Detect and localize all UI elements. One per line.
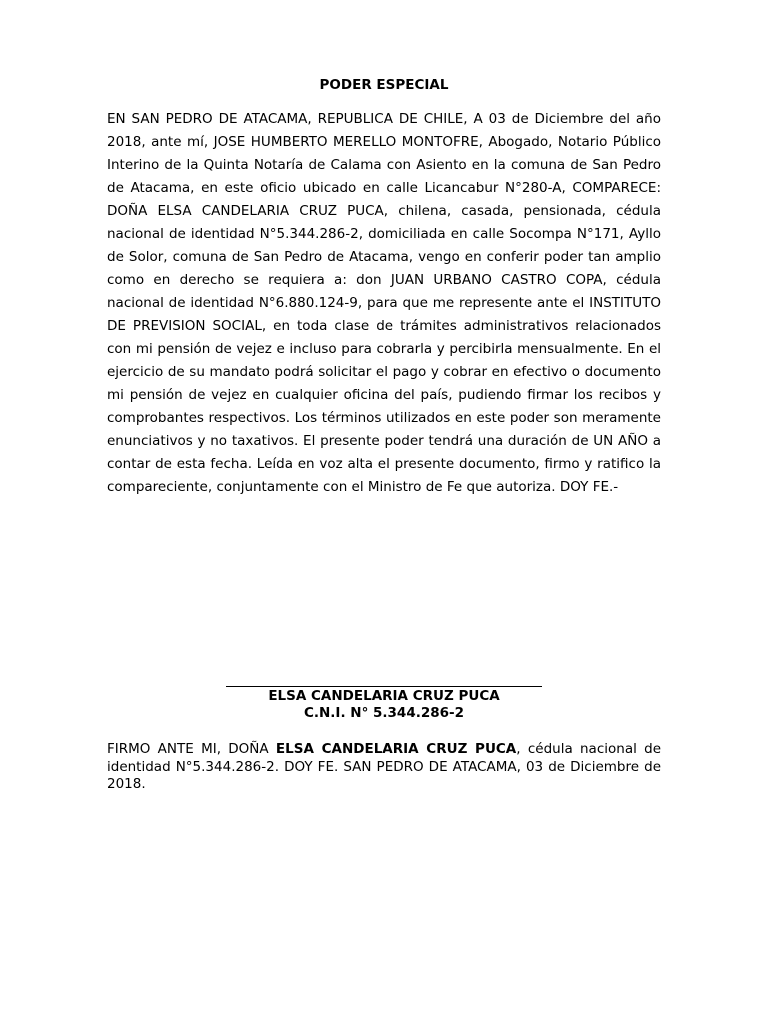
certification-name: ELSA CANDELARIA CRUZ PUCA — [275, 741, 517, 757]
certification-suffix: , cédula nacional de identidad N°5.344.286-2. DOY FE. SAN PEDRO DE ATACAMA, 03 de Diciembre de 2018. — [107, 741, 662, 792]
document-body-paragraph: EN SAN PEDRO DE ATACAMA, REPUBLICA DE CHILE, A 03 de Diciembre del año 2018, ante mí, JOSE HUMBERTO MERELLO MONTOFRE, Abogado, Notario Público Interino de la Quinta Notaría de Calama con Asiento en la comuna de San Pedro de Atacama, en este oficio ubicado en calle Licancabur N°280-A, COMPARECE: DOÑA ELSA CANDELARIA CRUZ PUCA, chilena, casada, pensionada, cédula nacional de identidad N°5.344.286-2, domiciliada en calle Socompa N°171, Ayllo de Solor, comuna de San Pedro de Atacama, vengo en conferir poder tan amplio como en derecho se requiera a: don JUAN URBANO CASTRO COPA, cédula nacional de identidad N°6.880.124-9, para que me represente ante el INSTITUTO DE PREVISION SOCIAL, en toda clase de trámites administrativos relacionados con mi pensión de vejez e incluso para cobrarla y percibirla mensualmente. En el ejercicio de su mandato podrá solicitar el pago y cobrar en efectivo o documento mi pensión de vejez en cualquier oficina del país, pudiendo firmar los recibos y comprobantes respectivos. Los términos utilizados en este poder son meramente enunciativos y no taxativos. El presente poder tendrá una duración de UN AÑO a contar de esta fecha. Leída en voz alta el presente documento, firmo y ratifico la compareciente, conjuntamente con el Ministro de Fe que autoriza. DOY FE.- — [107, 111, 661, 495]
signature-line — [226, 686, 542, 687]
certification-paragraph — [107, 741, 661, 794]
document-title: PODER ESPECIAL — [319, 77, 449, 93]
certification-prefix: FIRMO ANTE MI, DOÑA — [107, 741, 276, 757]
signatory-id: C.N.I. N° 5.344.286-2 — [303, 705, 465, 721]
signatory-name: ELSA CANDELARIA CRUZ PUCA — [268, 688, 500, 704]
